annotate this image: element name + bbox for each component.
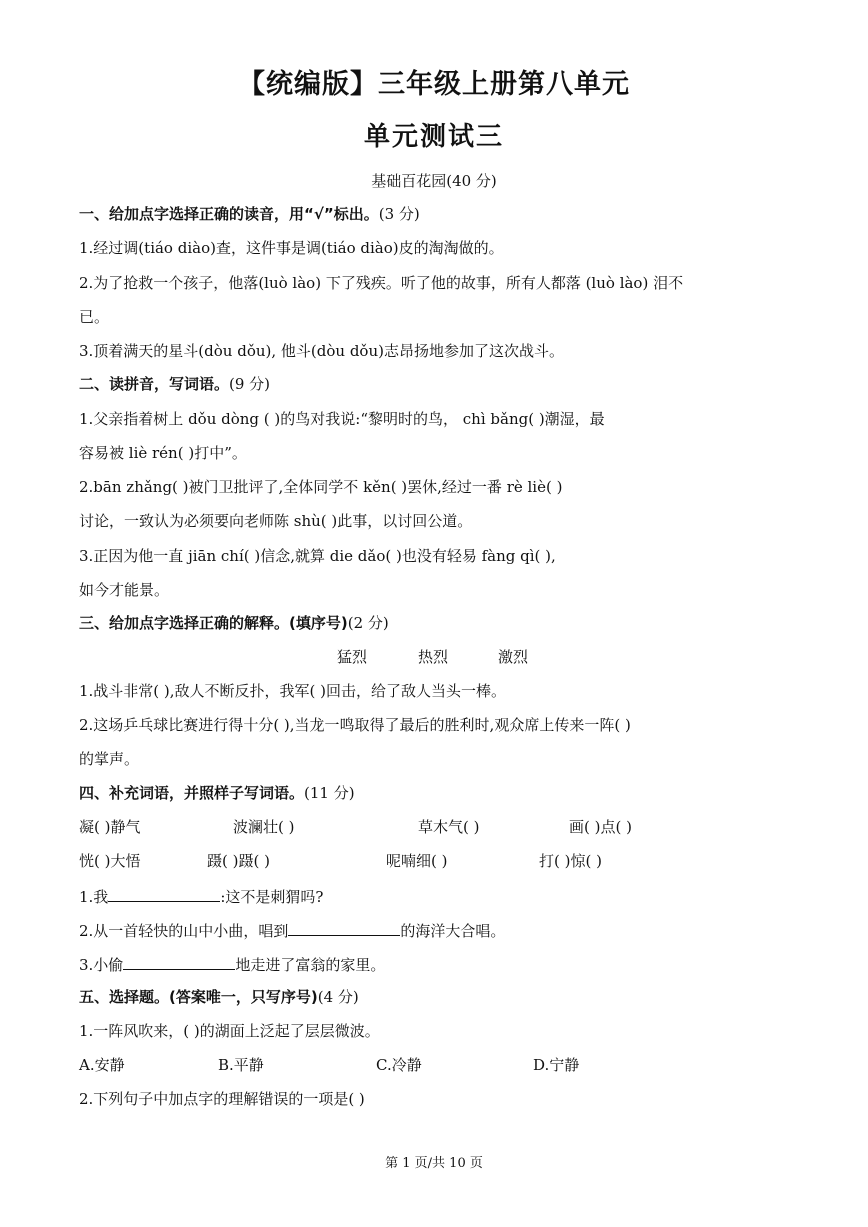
document-subtitle: 单元测试三 [363, 122, 504, 152]
s5-question-2: 2.下列句子中加点字的理解错误的一项是( ) [79, 1090, 365, 1108]
s4-word: 凝( )静气 [79, 818, 141, 836]
answer-blank[interactable] [108, 885, 220, 902]
s2-question-3-line-2: 如今才能景。 [79, 581, 170, 599]
section-2-score: (9 分) [229, 375, 271, 393]
choice-a: A.安静 [79, 1056, 125, 1074]
s3-question-1: 1.战斗非常( ),敌人不断反扑，我军( )回击，给了敌人当头一棒。 [79, 682, 507, 700]
s4-q2-suffix: 的海洋大合唱。 [400, 922, 506, 940]
s2-question-2-line-2: 讨论，一致认为必须要向老师陈 shù( )此事，以讨回公道。 [79, 512, 473, 530]
s4-q3-prefix: 3.小偷 [79, 956, 124, 974]
s2-question-3-line-1: 3.正因为他一直 jiān chí( )信念,就算 die dǎo( )也没有轻易 fàng qì( ), [79, 547, 556, 565]
s4-word: 波澜壮( ) [233, 818, 295, 836]
section-2-heading [79, 374, 791, 394]
s3-option: 猛烈 [337, 648, 368, 666]
s1-question-1: 1.经过调(tiáo diào)查，这件事是调(tiáo diào)皮的淘淘做的。 [79, 239, 504, 257]
page-footer: 第 1 页/共 10 页 [385, 1156, 483, 1171]
section-3-title: 三、给加点字选择正确的解释。(填序号) [79, 614, 348, 632]
s2-question-2-line-1: 2.bān zhǎng( )被门卫批评了,全体同学不 kěn( )罢休,经过一番 rè liè( ) [79, 478, 563, 496]
s4-word: 蹑( )蹑( ) [207, 852, 270, 870]
s2-question-1-line-1: 1.父亲指着树上 dǒu dòng ( )的鸟对我说:“黎明时的鸟， chì bǎng( )潮湿，最 [79, 410, 605, 428]
s3-options [79, 647, 791, 667]
section-header: 基础百花园(40 分) [371, 172, 497, 190]
section-5-score: (4 分) [317, 988, 359, 1006]
section-4-title: 四、补充词语，并照样子写词语。 [79, 784, 305, 802]
s4-word: 打( )惊( ) [539, 852, 602, 870]
s3-option: 热烈 [418, 648, 449, 666]
section-1-score: (3 分) [378, 205, 420, 223]
section-1-heading [79, 204, 791, 224]
s1-question-3: 3.顶着满天的星斗(dòu dǒu), 他斗(dòu dǒu)志昂扬地参加了这次战斗。 [79, 342, 564, 360]
s4-question-2 [79, 919, 791, 941]
s5-question-1: 1.一阵风吹来，( )的湖面上泛起了层层微波。 [79, 1022, 380, 1040]
section-3-score: (2 分) [347, 614, 389, 632]
s1-question-2-line-2: 已。 [79, 308, 110, 326]
s4-q2-prefix: 2.从一首轻快的山中小曲，唱到 [79, 922, 289, 940]
s3-question-2-line-2: 的掌声。 [79, 750, 140, 768]
s4-word-row-1 [79, 817, 791, 837]
s4-q1-prefix: 1.我 [79, 888, 109, 906]
s4-word: 画( )点( ) [569, 818, 632, 836]
choice-c: C.冷静 [376, 1056, 422, 1074]
s4-word: 恍( )大悟 [79, 852, 141, 870]
s4-question-1 [79, 885, 791, 907]
s4-q3-suffix: 地走进了富翁的家里。 [235, 956, 386, 974]
section-5-heading [79, 987, 791, 1007]
document-title: 【统编版】三年级上册第八单元 [238, 69, 630, 100]
section-1-title: 一、给加点字选择正确的读音，用“√”标出。 [79, 205, 379, 223]
s4-word-row-2 [79, 851, 791, 871]
section-4-score: (11 分) [304, 784, 355, 802]
s4-question-3 [79, 953, 791, 975]
section-4-heading [79, 783, 791, 803]
answer-blank[interactable] [288, 919, 400, 936]
s2-question-1-line-2: 容易被 liè rén( )打中”。 [79, 444, 247, 462]
choice-b: B.平静 [218, 1056, 264, 1074]
s4-word: 草木气( ) [418, 818, 480, 836]
s3-option: 激烈 [498, 648, 529, 666]
s4-q1-suffix: :这不是刺猬吗? [220, 888, 324, 906]
section-2-title: 二、读拼音，写词语。 [79, 375, 230, 393]
section-5-title: 五、选择题。(答案唯一，只写序号) [79, 988, 318, 1006]
s3-question-2-line-1: 2.这场乒乓球比赛进行得十分( ),当龙一鸣取得了最后的胜利时,观众席上传来一阵( ) [79, 716, 631, 734]
choice-d: D.宁静 [533, 1056, 580, 1074]
answer-blank[interactable] [123, 953, 235, 970]
s4-word: 呢喃细( ) [386, 852, 448, 870]
s1-question-2-line-1: 2.为了抢救一个孩子，他落(luò lào) 下了残疾。听了他的故事，所有人都落 (luò lào) 泪不 [79, 274, 684, 292]
section-3-heading [79, 613, 791, 633]
s5-choices [79, 1055, 791, 1075]
